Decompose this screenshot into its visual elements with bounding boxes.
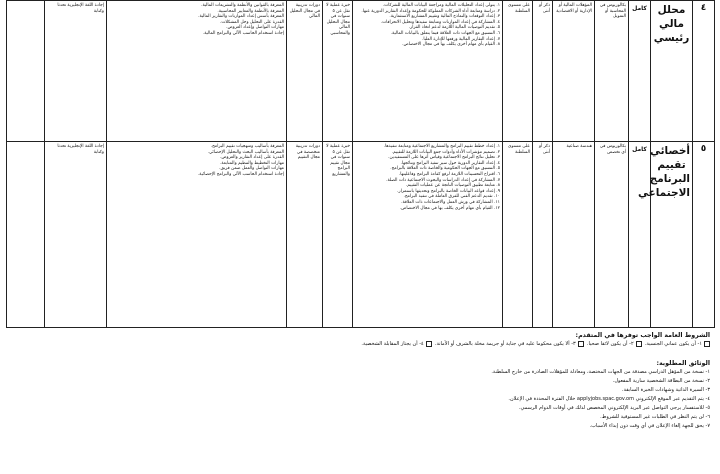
- experience: خبرة عملية لا تقل عن ٥ سنوات في مجال التحليل المالي والمحاسبي: [323, 1, 353, 142]
- task-item: ٩. إعداد قواعد البيانات الخاصة بالبرامج وتحديثها باستمرار.: [397, 188, 500, 194]
- job-title: محلل مالي رئيسي: [651, 1, 693, 142]
- task-item: ٤. المشاركة في إعداد الموازنات ومتابعة تنفيذها وتحليل الانحرافات.: [380, 19, 500, 25]
- skill-item: المعرفة بالأنظمة والمعايير المحاسبية.: [217, 8, 284, 14]
- skill-item: إجادة استخدام الحاسب الآلي والبرامج الإحصائية.: [197, 171, 284, 177]
- contract-type: كامل: [629, 142, 651, 328]
- task-item: ١. إعداد خطط تقييم البرامج والمشاريع الاجتماعية ومتابعة تنفيذها.: [383, 144, 500, 149]
- training: دورات تدريبية متخصصة في مجال التقييم: [287, 142, 323, 328]
- empty-cell: [7, 142, 45, 328]
- experience: خبرة عملية لا تقل عن ٥ سنوات في مجال تقييم البرامج والمشاريع: [323, 142, 353, 328]
- task-item: ١٠. تقديم الدعم الفني للفرق العاملة في تنفيذ البرامج.: [403, 194, 500, 200]
- checkbox-icon: [426, 341, 432, 347]
- document-item: ٢- نسخة من البطاقة الشخصية سارية المفعول.: [612, 378, 710, 384]
- document-item: ٣- السيرة الذاتية وشهادات الخبرة السابقة.: [621, 387, 710, 393]
- task-item: ٣. إعداد التوقعات والنماذج المالية وتقييم المشاريع الاستثمارية.: [389, 14, 500, 20]
- skill-item: القدرة على التحليل وحل المشكلات.: [220, 19, 284, 25]
- document-item: ٦- لن يتم النظر في الطلبات غير المستوفية للشروط.: [600, 414, 710, 420]
- skill-item: مهارات التواصل والعمل ضمن فريق.: [219, 166, 284, 172]
- document-item: ٧- يحق للجهة إلغاء الإعلان في أي وقت دون إبداء الأسباب.: [589, 423, 710, 429]
- documents-title: الوثائق المطلوبة:: [656, 360, 710, 367]
- level: على مستوى السلطنة: [503, 1, 533, 142]
- task-item: ٧. المشاركة في إعداد الدراسات والبحوث الاجتماعية ذات الصلة.: [386, 177, 500, 183]
- level: على مستوى السلطنة: [503, 142, 533, 328]
- skills-cell: [107, 142, 287, 328]
- job-title: أخصائي تقييم البرنامج الاجتماعي: [651, 142, 693, 328]
- condition-item: ١- أن يكون عماني الجنسية.: [644, 341, 702, 347]
- jobs-table: [6, 0, 715, 328]
- condition-item: ٣- ألا يكون محكوما عليه في جناية أو جريمة مخلة بالشرف أو الأمانة.: [434, 341, 576, 347]
- qualification: بكالوريوس في المحاسبة أو التمويل: [595, 1, 629, 142]
- skill-item: مهارات التواصل وإعداد العروض.: [226, 25, 284, 31]
- skill-item: المعرفة بالقوانين والأنظمة والتشريعات المالية.: [201, 3, 284, 8]
- empty-cell: [7, 1, 45, 142]
- major: هندسة صناعية: [553, 142, 595, 328]
- task-item: ٨. القيام بأي مهام أخرى يكلف بها في مجال الاختصاص.: [402, 42, 500, 48]
- skills-cell: [107, 1, 287, 142]
- condition-item: ٤- أن يجتاز المقابلة الشخصية.: [361, 341, 424, 347]
- qualification: بكالوريوس في أي تخصص: [595, 142, 629, 328]
- task-item: ٧. إعداد التقارير المالية ورفعها للإدارة العليا.: [422, 36, 500, 42]
- contract-type: كامل: [629, 1, 651, 142]
- gender: ذكر أو أنثى: [533, 142, 553, 328]
- checkbox-icon: [578, 341, 584, 347]
- task-item: ٥. تقديم التوصيات المالية اللازمة لدعم اتخاذ القرار.: [408, 25, 500, 31]
- gender: ذكر أو أنثى: [533, 1, 553, 142]
- task-item: ١. يتولى إعداد التحليلات المالية ومراجعة البيانات المالية للشركات.: [382, 3, 500, 8]
- task-item: ٥. التنسيق مع الجهات الحكومية والخاصة ذات العلاقة بالبرامج.: [390, 166, 500, 172]
- task-item: ٤. إعداد التقارير الدورية حول سير تنفيذ البرامج ونتائجها.: [400, 160, 500, 166]
- major: المؤهلات المالية أو الإدارية أو الاقتصادية: [553, 1, 595, 142]
- task-item: ٦. اقتراح التحسينات اللازمة لرفع كفاءة البرامج وفاعليتها.: [398, 171, 500, 177]
- skill-item: القدرة على إعداد التقارير والعروض.: [220, 155, 284, 161]
- row-number: ٤: [693, 1, 715, 142]
- row-number: ٥: [693, 142, 715, 328]
- task-item: ٢. دراسة ومتابعة أداء الشركات المملوكة للحكومة وإعداد التقارير الدورية عنها.: [361, 8, 500, 14]
- tasks-cell: [353, 1, 503, 142]
- task-item: ٨. متابعة تطبيق التوصيات الناتجة عن عمليات التقييم.: [405, 183, 500, 189]
- task-item: ٢. تصميم مؤشرات الأداء وأدوات جمع البيانات اللازمة للتقييم.: [391, 149, 500, 155]
- document-item: ١- نسخة من المؤهل الدراسي مصدقة من الجهات المختصة، ومعادلة للمؤهلات الصادرة من خارج السلطنة.: [491, 369, 710, 375]
- conditions-title: الشروط العامة الواجب توفرها في المتقدم:: [575, 332, 710, 339]
- task-item: ٣. تحليل نتائج البرامج الاجتماعية وقياس أثرها على المستفيدين.: [388, 155, 500, 161]
- document-item: ٤- يتم التقديم عبر الموقع الإلكتروني applyjobs.spac.gov.om خلال الفترة المحددة في الإعلان.: [508, 396, 710, 402]
- conditions-list: [10, 340, 710, 349]
- task-item: ٦. التنسيق مع الجهات ذات العلاقة فيما يتعلق بالبيانات المالية.: [390, 30, 500, 36]
- skill-item: إجادة استخدام الحاسب الآلي والبرامج المالية.: [202, 30, 284, 36]
- table-row: [7, 142, 715, 328]
- condition-item: ٢- أن يكون لائقا صحيا.: [586, 341, 634, 347]
- language: إجادة اللغة الإنجليزية تحدثا وكتابة: [45, 1, 107, 142]
- checkbox-icon: [636, 341, 642, 347]
- tasks-cell: [353, 142, 503, 328]
- task-item: ١١. المشاركة في ورش العمل والاجتماعات ذات العلاقة.: [401, 199, 500, 205]
- skill-item: المعرفة بأسس إعداد الموازنات والتقارير المالية.: [198, 14, 284, 20]
- document-item: ٥- للاستفسار يرجى التواصل عبر البريد الإلكتروني المخصص لذلك في أوقات الدوام الرسمي.: [518, 405, 710, 411]
- checkbox-icon: [704, 341, 710, 347]
- task-item: ١٢. القيام بأي مهام أخرى يكلف بها في مجال الاختصاص.: [399, 205, 500, 211]
- skill-item: مهارات التخطيط والتنظيم والمتابعة.: [220, 160, 284, 166]
- training: دورات تدريبية في مجال التحليل المالي: [287, 1, 323, 142]
- language: إجادة اللغة الإنجليزية تحدثا وكتابة: [45, 142, 107, 328]
- table-row: [7, 1, 715, 142]
- skill-item: المعرفة بأساليب ومنهجيات تقييم البرامج.: [210, 144, 284, 149]
- notes-section: [10, 331, 710, 431]
- skill-item: المعرفة بأساليب البحث والتحليل الإحصائي.: [207, 149, 284, 155]
